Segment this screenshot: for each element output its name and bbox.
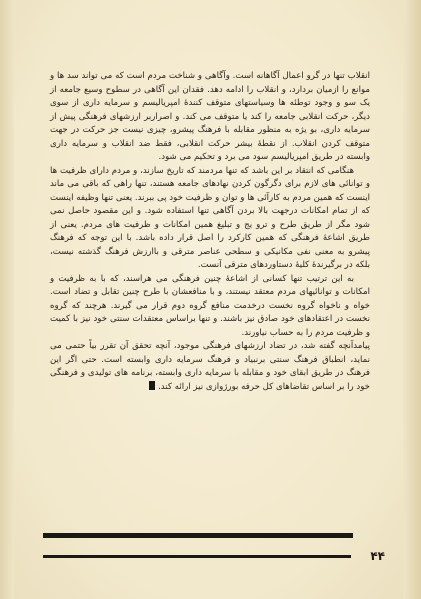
paragraph-1: انقلاب تنها در گرو اعمال آگاهانه است. وآگاهی و شناخت مردم است که می تواند سد ها و موانع را ازمیان بردارد، و انقلاب را ادامه دهد. فقدان این آگاهی در سطوح وسیع جامعه از یک سو و وجود توطئه ها وسیاستهای متوقف کنندهٔ امپریالیسم و سرمایه داری از سوی دیگر، حرکت انقلابی جامعه را کند یا متوقف می کند. و اصراربر ارزشهای فرهنگی پیش از سرمایه داری، بو یژه به منظور مقابله با فرهنگ پیشرو، چیزی نیست جز حرکت در جهت متوقف کردن انقلاب. از نقطهٔ بیشر حرکت انقلابی، فقط ضد انقلاب و سرمایه داری وابسته در طریق امپریالیسم سود می برد و تحکیم می شود. — [50, 71, 370, 162]
paragraph-3: به این ترتیب تنها کسانی از اشاعهٔ چنین فرهنگی می هراسند، که با به ظرفیت و امکانات و توانائیهای مردم معتقد نیستند، و با منافعشان با طرح چنین تقابل و تضاد است. خواه و ناخواه گروه نخست درخدمت منافع گروه دوم قرار می گیرند. هرچند که گروه نخست در اعتقادهای خود صادق نیز باشند. و تنها براساس معتقدات سنتی خود نیز با کمیت و ظرفیت مردم را به حساب نیاورند. — [50, 273, 370, 338]
paragraph-4-text: پیامدآنچه گفته شد، در تضاد ارزشهای فرهنگی موجود، آنچه تحقق آن تقرر بیاً حتمی می نماید، انطباق فرهنگ سنتی برنبیاد و فرهنگ سرمایه داری وابسته است. حتی اگر این فرهنگ در طریق ابقای خود و مقابله با سرمایه داری وابسته، برنامه های تولیدی و فرهنگی خود را بر اساس تقاضاهای کل حرفه بورژوازی نیز ارائه کند. — [50, 341, 370, 392]
body-text — [50, 70, 370, 480]
footer-rule — [43, 533, 353, 538]
paragraph-4 — [50, 340, 370, 394]
scan-edge-left — [0, 0, 14, 599]
paragraph-2: هنگامی که انتقاد بر این باشد که تنها مردمند که تاریخ سازند، و مردم دارای ظرفیت ها و توانائی های لازم برای دگرگون کردن نهادهای جامعه هستند، تنها راهی که باقی می ماند اینست که همین مردم به کارآئی ها و توان و ظرفیت خود پی ببرند. یعنی تنها وظیفه اینست که از تمام امکانات درجهت بالا بردن آگاهی تنها استفاده شود. و این مقصود حاصل نمی شود مگر از طریق طرح و ترو یج و تبلیغ همین امکانات و ظرفیت های مردم. یعنی از طریق اشاعهٔ فرهنگی که همین کارکرد را اصل قرار داده باشد. با این توجه که فرهنگ پیشرو به معنی نفی مکانیکی و سطحی عناصر مترقی و باارزش فرهنگ گذشته نیست، بلکه در برگیرندهٔ کلیهٔ دستاوردهای مترقی آنست. — [50, 165, 370, 270]
end-mark — [149, 381, 155, 390]
scan-edge-right — [403, 0, 421, 599]
page-number: ۴۴ — [355, 549, 385, 563]
